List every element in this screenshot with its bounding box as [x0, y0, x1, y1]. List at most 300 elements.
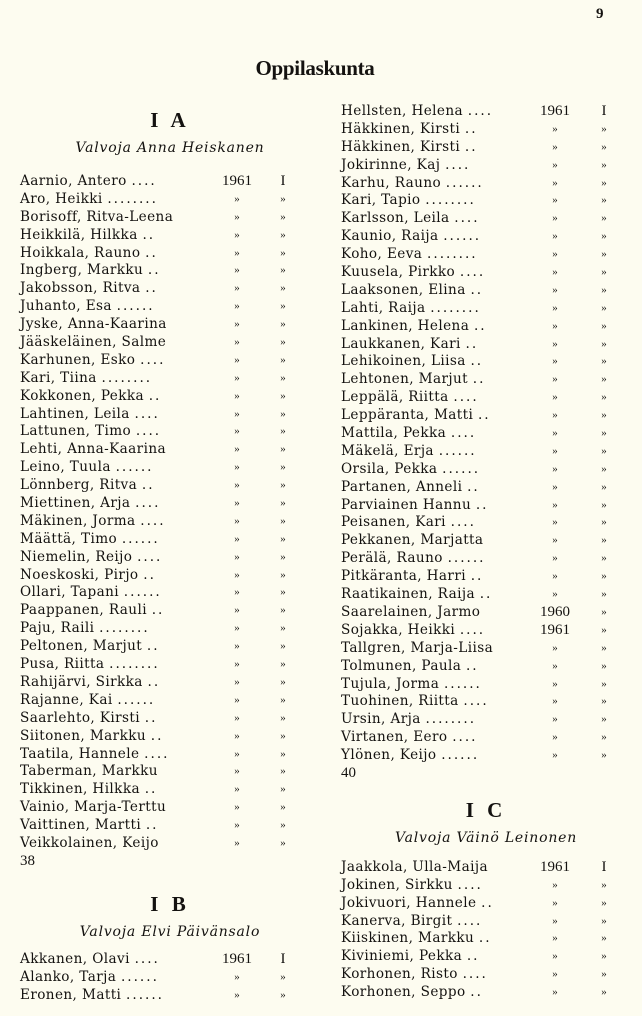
leader-dots: ......: [123, 584, 162, 601]
birth-year: »: [234, 819, 240, 832]
birth-year: »: [552, 552, 558, 565]
student-name: [20, 334, 166, 352]
birth-year: 1961: [540, 103, 570, 119]
left-column: [20, 105, 320, 1004]
class-level: »: [280, 514, 286, 527]
birth-year: »: [552, 641, 558, 654]
student-row: [341, 895, 631, 913]
student-name-text: Akkanen, Olavi: [20, 950, 130, 967]
supervisor-ib: Valvoja Elvi Päivänsalo: [79, 923, 261, 940]
student-name-text: Lahtinen, Leila: [20, 405, 130, 422]
section-ia: [20, 105, 320, 871]
leader-dots: ..: [141, 477, 155, 494]
leader-dots: ..: [150, 727, 164, 744]
student-name-text: Ingberg, Markku: [20, 262, 144, 279]
class-level: »: [601, 194, 607, 207]
student-name: [20, 495, 160, 513]
student-row: [341, 139, 631, 157]
leader-dots: ......: [445, 174, 484, 191]
leader-dots: ..: [144, 781, 158, 798]
student-name-text: Karlsson, Leila: [341, 210, 450, 227]
leader-dots: ..: [148, 387, 162, 404]
birth-year: »: [234, 988, 240, 1001]
student-name: [341, 461, 480, 479]
student-name: [341, 604, 480, 622]
birth-year: »: [234, 514, 240, 527]
class-level: »: [280, 783, 286, 796]
student-row: [20, 674, 320, 692]
class-level: »: [280, 425, 286, 438]
class-level: »: [601, 337, 607, 350]
supervisor-ic: Valvoja Väinö Leinonen: [394, 829, 578, 846]
student-name: [341, 300, 481, 318]
student-row: [20, 298, 320, 316]
leader-dots: ..: [470, 281, 484, 298]
student-name-text: Jyske, Anna-Kaarina: [20, 316, 167, 333]
student-row: [20, 817, 320, 835]
birth-year: »: [234, 210, 240, 223]
leader-dots: ......: [443, 675, 482, 692]
student-row: [341, 443, 631, 461]
leader-dots: ....: [450, 514, 476, 531]
student-name: [341, 658, 479, 676]
student-list-ia: [20, 173, 320, 853]
class-level: »: [280, 210, 286, 223]
student-row: [20, 352, 320, 370]
birth-year: »: [234, 640, 240, 653]
student-row: [341, 121, 631, 139]
class-level: »: [280, 819, 286, 832]
birth-year: »: [552, 337, 558, 350]
birth-year: »: [234, 550, 240, 563]
student-row: [341, 425, 631, 443]
student-row: [341, 711, 631, 729]
leader-dots: ..: [473, 317, 487, 334]
student-name: [20, 191, 158, 209]
class-level: »: [280, 389, 286, 402]
student-name-text: Korhonen, Risto: [341, 966, 458, 983]
student-count-ia: 38: [20, 852, 35, 869]
student-name-text: Jääskeläinen, Salme: [20, 334, 167, 351]
student-row: [20, 969, 320, 987]
student-row: [341, 948, 631, 966]
leader-dots: ......: [438, 442, 477, 459]
student-row: [20, 513, 320, 531]
student-name: [20, 370, 152, 388]
class-level: »: [601, 283, 607, 296]
birth-year: »: [552, 731, 558, 744]
class-level: »: [280, 371, 286, 384]
leader-dots: ..: [478, 930, 492, 947]
birth-year: »: [552, 319, 558, 332]
birth-year: 1961: [540, 621, 570, 638]
leader-dots: ........: [109, 656, 160, 673]
student-row: [341, 103, 631, 121]
student-name: [20, 746, 169, 764]
birth-year: »: [552, 896, 558, 909]
student-name-text: Rajanne, Kai: [20, 691, 113, 708]
leader-dots: ....: [463, 693, 489, 710]
student-row: [341, 282, 631, 300]
class-level: »: [601, 968, 607, 981]
student-row: [20, 459, 320, 477]
leader-dots: ..: [145, 244, 158, 261]
student-row: [20, 656, 320, 674]
leader-dots: ....: [445, 156, 471, 173]
student-name-text: Kanerva, Birgit: [341, 912, 453, 929]
student-name: [20, 817, 158, 835]
student-name: [20, 459, 154, 477]
class-level: »: [280, 568, 286, 581]
leader-dots: ....: [137, 548, 163, 565]
class-level: »: [280, 622, 286, 635]
page-title: Oppilaskunta: [255, 56, 375, 80]
birth-year: »: [234, 604, 240, 617]
student-name-text: Perälä, Rauno: [341, 550, 443, 567]
birth-year: »: [552, 516, 558, 529]
birth-year: »: [552, 914, 558, 927]
student-row: [341, 407, 631, 425]
leader-dots: ......: [117, 691, 156, 708]
class-level: »: [601, 605, 607, 618]
student-name-text: Leino, Tuula: [20, 459, 111, 476]
student-name-text: Lehtonen, Marjut: [341, 371, 469, 388]
class-level: »: [601, 319, 607, 332]
student-name: [341, 711, 476, 729]
class-level: »: [601, 409, 607, 422]
class-level: »: [601, 641, 607, 654]
student-row: [20, 245, 320, 263]
birth-year: »: [234, 658, 240, 671]
student-name-text: Partanen, Anneli: [341, 478, 463, 495]
leader-dots: ......: [447, 550, 486, 567]
student-name: [341, 353, 483, 371]
class-level: »: [280, 228, 286, 241]
supervisor-ia: Valvoja Anna Heiskanen: [75, 140, 265, 156]
student-name-text: Ylönen, Keijo: [341, 747, 437, 764]
student-name: [20, 763, 158, 781]
leader-dots: ........: [425, 711, 477, 728]
class-level: »: [601, 878, 607, 891]
leader-dots: ....: [452, 729, 478, 746]
student-name-text: Määttä, Timo: [20, 530, 118, 547]
student-name: [20, 987, 164, 1005]
student-name: [341, 192, 476, 210]
student-name-text: Vainio, Marja-Terttu: [20, 799, 167, 816]
student-name-text: Laaksonen, Elina: [341, 281, 466, 298]
class-level: »: [601, 588, 607, 601]
student-name: [341, 729, 477, 747]
birth-year: »: [552, 427, 558, 440]
student-name: [20, 406, 160, 424]
leader-dots: ..: [142, 226, 156, 243]
student-name: [341, 568, 483, 586]
birth-year: »: [552, 498, 558, 511]
birth-year: »: [552, 695, 558, 708]
birth-year: »: [234, 568, 240, 581]
class-level: »: [601, 391, 607, 404]
class-level: I: [601, 858, 607, 875]
student-name-text: Tikkinen, Hilkka: [20, 781, 140, 798]
student-list-ic: [341, 859, 631, 1002]
class-level: »: [601, 534, 607, 547]
student-row: [341, 859, 631, 877]
student-name-text: Leppälä, Riitta: [341, 389, 449, 406]
birth-year: »: [552, 266, 558, 279]
class-level: »: [601, 462, 607, 475]
leader-dots: ....: [454, 210, 480, 227]
student-row: [20, 567, 320, 585]
class-level: »: [280, 300, 286, 313]
birth-year: »: [234, 461, 240, 474]
birth-year: »: [552, 248, 558, 261]
student-name: [341, 622, 485, 640]
birth-year: »: [552, 713, 558, 726]
student-name-text: Siitonen, Markku: [20, 727, 147, 744]
student-name-text: Tolmunen, Paula: [341, 657, 462, 674]
class-level: »: [601, 480, 607, 493]
birth-year: »: [552, 588, 558, 601]
student-name: [341, 747, 479, 765]
student-name: [341, 586, 492, 604]
student-name-text: Jokivuori, Hannele: [341, 894, 477, 911]
student-name: [341, 859, 488, 877]
student-row: [341, 877, 631, 895]
student-row: [341, 228, 631, 246]
birth-year: »: [234, 729, 240, 742]
birth-year: »: [552, 570, 558, 583]
class-level: I: [280, 950, 286, 967]
student-row: [341, 336, 631, 354]
student-name-text: Jaakkola, Ulla-Maija: [341, 858, 488, 875]
leader-dots: ..: [464, 138, 478, 155]
class-level: »: [601, 695, 607, 708]
student-row: [341, 913, 631, 931]
student-row: [20, 638, 320, 656]
birth-year: »: [234, 693, 240, 706]
student-row: [341, 693, 631, 711]
birth-year: »: [552, 194, 558, 207]
leader-dots: ......: [120, 968, 159, 985]
student-name: [20, 352, 165, 370]
student-name-text: Jokinen, Sirkku: [341, 876, 453, 893]
student-row: [20, 477, 320, 495]
student-row: [20, 602, 320, 620]
student-name-text: Lankinen, Helena: [341, 317, 470, 334]
student-name-text: Laukkanen, Kari: [341, 335, 461, 352]
class-level: I: [601, 103, 607, 119]
student-row: [20, 495, 320, 513]
leader-dots: ......: [443, 228, 482, 245]
leader-dots: ..: [470, 568, 484, 585]
leader-dots: ........: [101, 369, 153, 386]
student-name: [20, 298, 155, 316]
student-row: [341, 930, 631, 948]
student-name-text: Lönnberg, Ritva: [20, 477, 138, 494]
student-name-text: Koho, Eeva: [341, 246, 423, 263]
class-level: »: [601, 659, 607, 672]
class-level: »: [601, 516, 607, 529]
student-row: [20, 191, 320, 209]
student-row: [20, 620, 320, 638]
student-row: [20, 799, 320, 817]
class-level: »: [601, 713, 607, 726]
class-level: »: [601, 158, 607, 171]
student-row: [20, 262, 320, 280]
student-name-text: Pitkäranta, Harri: [341, 568, 466, 585]
student-name-text: Lattunen, Timo: [20, 423, 132, 440]
leader-dots: ..: [470, 984, 483, 1001]
birth-year: »: [552, 176, 558, 189]
birth-year: 1960: [540, 603, 570, 620]
leader-dots: ........: [427, 246, 478, 263]
class-level: »: [601, 355, 607, 368]
student-name: [20, 477, 155, 495]
student-name-text: Lahti, Raija: [341, 299, 426, 316]
student-row: [341, 747, 631, 765]
student-row: [20, 316, 320, 334]
student-name: [20, 835, 159, 853]
leader-dots: ....: [140, 351, 166, 368]
leader-dots: ......: [115, 459, 154, 476]
birth-year: »: [234, 675, 240, 688]
student-name-text: Mäkelä, Erja: [341, 442, 434, 459]
student-name: [341, 984, 483, 1002]
birth-year: »: [552, 749, 558, 762]
student-row: [341, 479, 631, 497]
leader-dots: ........: [99, 620, 150, 637]
class-level: »: [601, 140, 607, 153]
class-level: »: [280, 497, 286, 510]
class-level: »: [280, 461, 286, 474]
student-name: [20, 531, 160, 549]
student-name-text: Aarnio, Antero: [20, 173, 127, 189]
leader-dots: ....: [453, 389, 479, 406]
birth-year: »: [234, 970, 240, 983]
leader-dots: ....: [450, 425, 477, 442]
student-row: [20, 227, 320, 245]
student-row: [20, 531, 320, 549]
section-ia-continued: [341, 103, 631, 783]
student-row: [341, 658, 631, 676]
class-level: »: [280, 970, 286, 983]
student-row: [341, 300, 631, 318]
leader-dots: ..: [145, 280, 158, 297]
birth-year: »: [552, 986, 558, 999]
student-row: [20, 370, 320, 388]
class-level: »: [280, 443, 286, 456]
student-name: [20, 781, 157, 799]
section-ib: [20, 889, 320, 1005]
birth-year: »: [234, 622, 240, 635]
student-name: [341, 121, 478, 139]
leader-dots: ........: [425, 192, 476, 209]
class-level: I: [280, 173, 286, 189]
birth-year: »: [552, 283, 558, 296]
student-name: [20, 423, 161, 441]
student-name-text: Mäkinen, Jorma: [20, 512, 136, 529]
leader-dots: ......: [121, 530, 160, 547]
student-name: [20, 262, 161, 280]
student-name: [341, 966, 488, 984]
birth-year: »: [234, 246, 240, 259]
student-name-text: Taatila, Hannele: [20, 745, 140, 762]
birth-year: »: [552, 659, 558, 672]
student-name: [20, 245, 158, 263]
leader-dots: ....: [134, 950, 160, 967]
birth-year: »: [234, 443, 240, 456]
student-name: [341, 550, 486, 568]
student-name: [20, 638, 160, 656]
student-name-text: Karhunen, Esko: [20, 351, 136, 368]
class-level: »: [280, 479, 286, 492]
student-name: [20, 227, 155, 245]
student-name-text: Aro, Heikki: [20, 190, 103, 207]
class-level: »: [280, 801, 286, 814]
class-level: »: [601, 896, 607, 909]
student-name-text: Jokirinne, Kaj: [341, 156, 441, 173]
leader-dots: ....: [140, 512, 166, 529]
student-row: [341, 175, 631, 193]
birth-year: »: [234, 300, 240, 313]
student-name-text: Hoikkala, Rauno: [20, 244, 141, 261]
student-name-text: Lehikoinen, Liisa: [341, 353, 466, 370]
birth-year: »: [552, 968, 558, 981]
leader-dots: ..: [481, 894, 494, 911]
leader-dots: ........: [107, 190, 158, 207]
birth-year: »: [234, 371, 240, 384]
student-row: [341, 532, 631, 550]
student-name-text: Pekkanen, Marjatta: [341, 532, 484, 549]
student-name-text: Häkkinen, Kirsti: [341, 138, 461, 155]
class-level: »: [280, 264, 286, 277]
birth-year: »: [234, 586, 240, 599]
class-level: »: [280, 747, 286, 760]
birth-year: »: [234, 836, 240, 849]
class-level: »: [601, 950, 607, 963]
student-name-text: Orsila, Pekka: [341, 460, 438, 477]
class-level: »: [601, 677, 607, 690]
birth-year: 1961: [222, 950, 252, 967]
leader-dots: ....: [144, 745, 170, 762]
student-name: [341, 210, 480, 228]
student-name: [341, 336, 478, 354]
birth-year: »: [234, 264, 240, 277]
student-name-text: Saarlehto, Kirsti: [20, 709, 141, 726]
student-name-text: Kiviniemi, Pekka: [341, 948, 463, 965]
student-name-text: Taberman, Markku: [20, 763, 158, 780]
class-level: »: [280, 532, 286, 545]
student-name: [20, 799, 166, 817]
class-level: »: [280, 640, 286, 653]
leader-dots: ....: [457, 876, 483, 893]
student-name: [20, 209, 173, 227]
birth-year: 1961: [540, 858, 570, 875]
class-level: »: [280, 729, 286, 742]
student-name-text: Tallgren, Marja-Liisa: [341, 639, 494, 656]
student-name: [341, 676, 482, 694]
student-name-text: Korhonen, Seppo: [341, 984, 466, 1001]
student-name: [341, 640, 493, 658]
leader-dots: ......: [441, 747, 480, 764]
leader-dots: ......: [116, 298, 155, 315]
leader-dots: ....: [459, 264, 486, 281]
class-level: »: [601, 749, 607, 762]
student-name: [20, 710, 157, 728]
student-name: [20, 549, 162, 567]
student-row: [20, 280, 320, 298]
class-level: »: [280, 282, 286, 295]
